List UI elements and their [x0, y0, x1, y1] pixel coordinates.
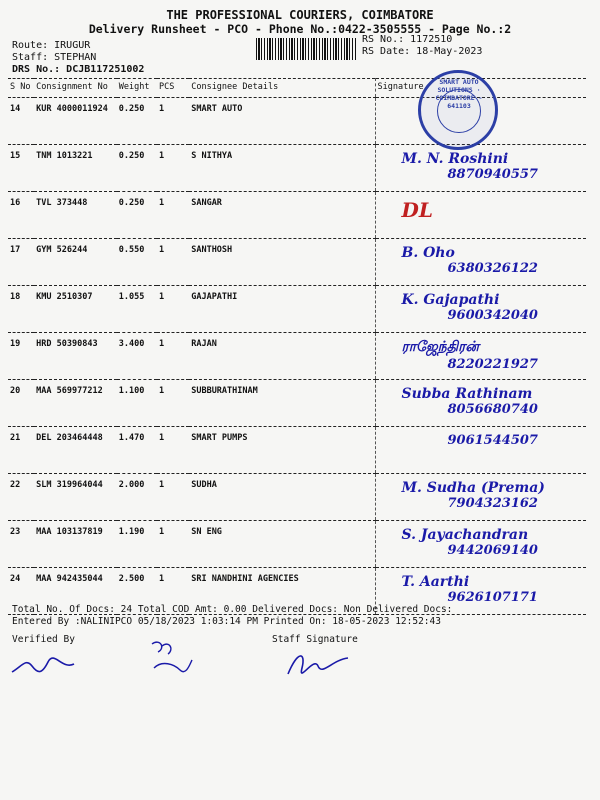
row-sno: 15: [8, 145, 34, 192]
row-sno: 22: [8, 474, 34, 521]
row-sno: 23: [8, 521, 34, 568]
row-sno: 20: [8, 380, 34, 427]
handwritten-phone: 8220221927: [447, 357, 538, 372]
row-pcs: 1: [157, 474, 189, 521]
handwritten-phone: 8870940557: [447, 167, 538, 182]
totals-line: Total No. Of Docs: 24 Total COD Amt: 0.00 Delivered Docs: Non Delivered Docs:: [12, 604, 453, 615]
handwritten-signature: Subba Rathinam: [401, 386, 533, 402]
row-consignee: RAJAN: [189, 333, 375, 380]
rs-date: RS Date: 18-May-2023: [362, 46, 483, 57]
row-consignee: S NITHYA: [189, 145, 375, 192]
row-signature: [375, 380, 586, 427]
table-row: [8, 192, 586, 239]
route-label: Route: IRUGUR: [12, 40, 91, 51]
row-pcs: 1: [157, 521, 189, 568]
row-consignment-no: MAA 942435044: [34, 568, 117, 615]
row-pcs: 1: [157, 286, 189, 333]
row-pcs: 1: [157, 380, 189, 427]
table-row: [8, 145, 586, 192]
table-header: [8, 79, 586, 98]
row-weight: 2.500: [117, 568, 157, 615]
handwritten-signature: S. Jayachandran: [401, 527, 529, 543]
entered-by-line: Entered By :NALINIPCO 05/18/2023 1:03:14 PM Printed On: 18-05-2023 12:52:43: [12, 616, 441, 627]
row-sno: 14: [8, 98, 34, 145]
row-pcs: 1: [157, 427, 189, 474]
row-pcs: 1: [157, 192, 189, 239]
handwritten-phone: 8056680740: [447, 402, 538, 417]
drs-number: DRS No.: DCJB117251002: [12, 64, 145, 75]
handwritten-phone: 9626107171: [447, 590, 538, 605]
staff-label: Staff: STEPHAN: [12, 52, 97, 63]
handwritten-signature: B. Oho: [401, 245, 455, 261]
row-weight: 3.400: [117, 333, 157, 380]
row-pcs: 1: [157, 98, 189, 145]
row-weight: 1.190: [117, 521, 157, 568]
row-sno: 24: [8, 568, 34, 615]
handwritten-phone: 9061544507: [447, 433, 538, 448]
row-consignment-no: MAA 103137819: [34, 521, 117, 568]
row-signature: [375, 474, 586, 521]
verified-signature: [8, 648, 78, 678]
table-row: [8, 380, 586, 427]
row-consignment-no: GYM 526244: [34, 239, 117, 286]
row-weight: 0.250: [117, 98, 157, 145]
row-consignment-no: DEL 203464448: [34, 427, 117, 474]
row-consignment-no: SLM 319964044: [34, 474, 117, 521]
table-row: [8, 333, 586, 380]
rs-number: RS No.: 1172510: [362, 34, 453, 45]
row-weight: 0.250: [117, 192, 157, 239]
company-title: THE PROFESSIONAL COURIERS, COIMBATORE: [166, 8, 434, 22]
handwritten-signature: M. N. Roshini: [401, 151, 509, 167]
handwritten-phone: 9442069140: [447, 543, 538, 558]
row-consignee: SRI NANDHINI AGENCIES: [189, 568, 375, 615]
staff-signature-mark: [284, 646, 354, 682]
row-consignment-no: TVL 373448: [34, 192, 117, 239]
barcode: [256, 38, 356, 60]
row-pcs: 1: [157, 239, 189, 286]
row-sno: 16: [8, 192, 34, 239]
company-stamp: [418, 70, 498, 150]
row-sno: 17: [8, 239, 34, 286]
row-consignee: SANGAR: [189, 192, 375, 239]
col-signature: Signature: [375, 79, 586, 98]
row-sno: 21: [8, 427, 34, 474]
clerk-signature: [146, 636, 196, 680]
handwritten-phone: 9600342040: [447, 308, 538, 323]
handwritten-signature: DL: [401, 198, 433, 222]
handwritten-signature: ராஜேந்திரன்: [401, 339, 479, 355]
table-row: [8, 98, 586, 145]
row-pcs: 1: [157, 333, 189, 380]
handwritten-signature: T. Aarthi: [401, 574, 470, 590]
row-consignee: SUDHA: [189, 474, 375, 521]
row-consignee: SMART PUMPS: [189, 427, 375, 474]
row-consignee: GAJAPATHI: [189, 286, 375, 333]
row-signature: [375, 239, 586, 286]
table-row: [8, 427, 586, 474]
row-pcs: 1: [157, 145, 189, 192]
row-consignment-no: HRD 50390843: [34, 333, 117, 380]
row-weight: 1.100: [117, 380, 157, 427]
row-weight: 0.550: [117, 239, 157, 286]
row-consignee: SMART AUTO: [189, 98, 375, 145]
row-weight: 1.055: [117, 286, 157, 333]
handwritten-signature: M. Sudha (Prema): [401, 480, 545, 496]
row-sno: 19: [8, 333, 34, 380]
row-consignee: SANTHOSH: [189, 239, 375, 286]
row-consignee: SUBBURATHINAM: [189, 380, 375, 427]
row-weight: 1.470: [117, 427, 157, 474]
handwritten-signature: K. Gajapathi: [401, 292, 500, 308]
row-consignment-no: TNM 1013221: [34, 145, 117, 192]
col-weight: Weight: [117, 79, 157, 98]
staff-signature-label: Staff Signature: [272, 634, 358, 645]
stamp-text: SMART AUTO SOLUTIONS · COIMBATORE - 641103: [435, 78, 483, 110]
runsheet-subtitle: Delivery Runsheet - PCO - Phone No.:0422-3505555 - Page No.:2: [88, 22, 512, 36]
row-signature: [375, 333, 586, 380]
table-row: [8, 286, 586, 333]
row-signature: [375, 427, 586, 474]
table-row: [8, 239, 586, 286]
handwritten-phone: 6380326122: [447, 261, 538, 276]
row-pcs: 1: [157, 568, 189, 615]
row-consignment-no: MAA 569977212: [34, 380, 117, 427]
col-consignment: Consignment No: [34, 79, 117, 98]
row-signature: [375, 192, 586, 239]
row-consignment-no: KMU 2510307: [34, 286, 117, 333]
row-signature: [375, 521, 586, 568]
row-weight: 2.000: [117, 474, 157, 521]
handwritten-phone: 7904323162: [447, 496, 538, 511]
table-row: [8, 474, 586, 521]
table-row: [8, 521, 586, 568]
row-weight: 0.250: [117, 145, 157, 192]
col-pcs: PCS: [157, 79, 189, 98]
row-consignee: SN ENG: [189, 521, 375, 568]
runsheet-table: [8, 78, 586, 615]
row-sno: 18: [8, 286, 34, 333]
row-consignment-no: KUR 4000011924: [34, 98, 117, 145]
col-sno: S No: [8, 79, 34, 98]
col-consignee: Consignee Details: [189, 79, 375, 98]
row-signature: [375, 145, 586, 192]
verified-by-label: Verified By: [12, 634, 75, 645]
row-signature: [375, 286, 586, 333]
